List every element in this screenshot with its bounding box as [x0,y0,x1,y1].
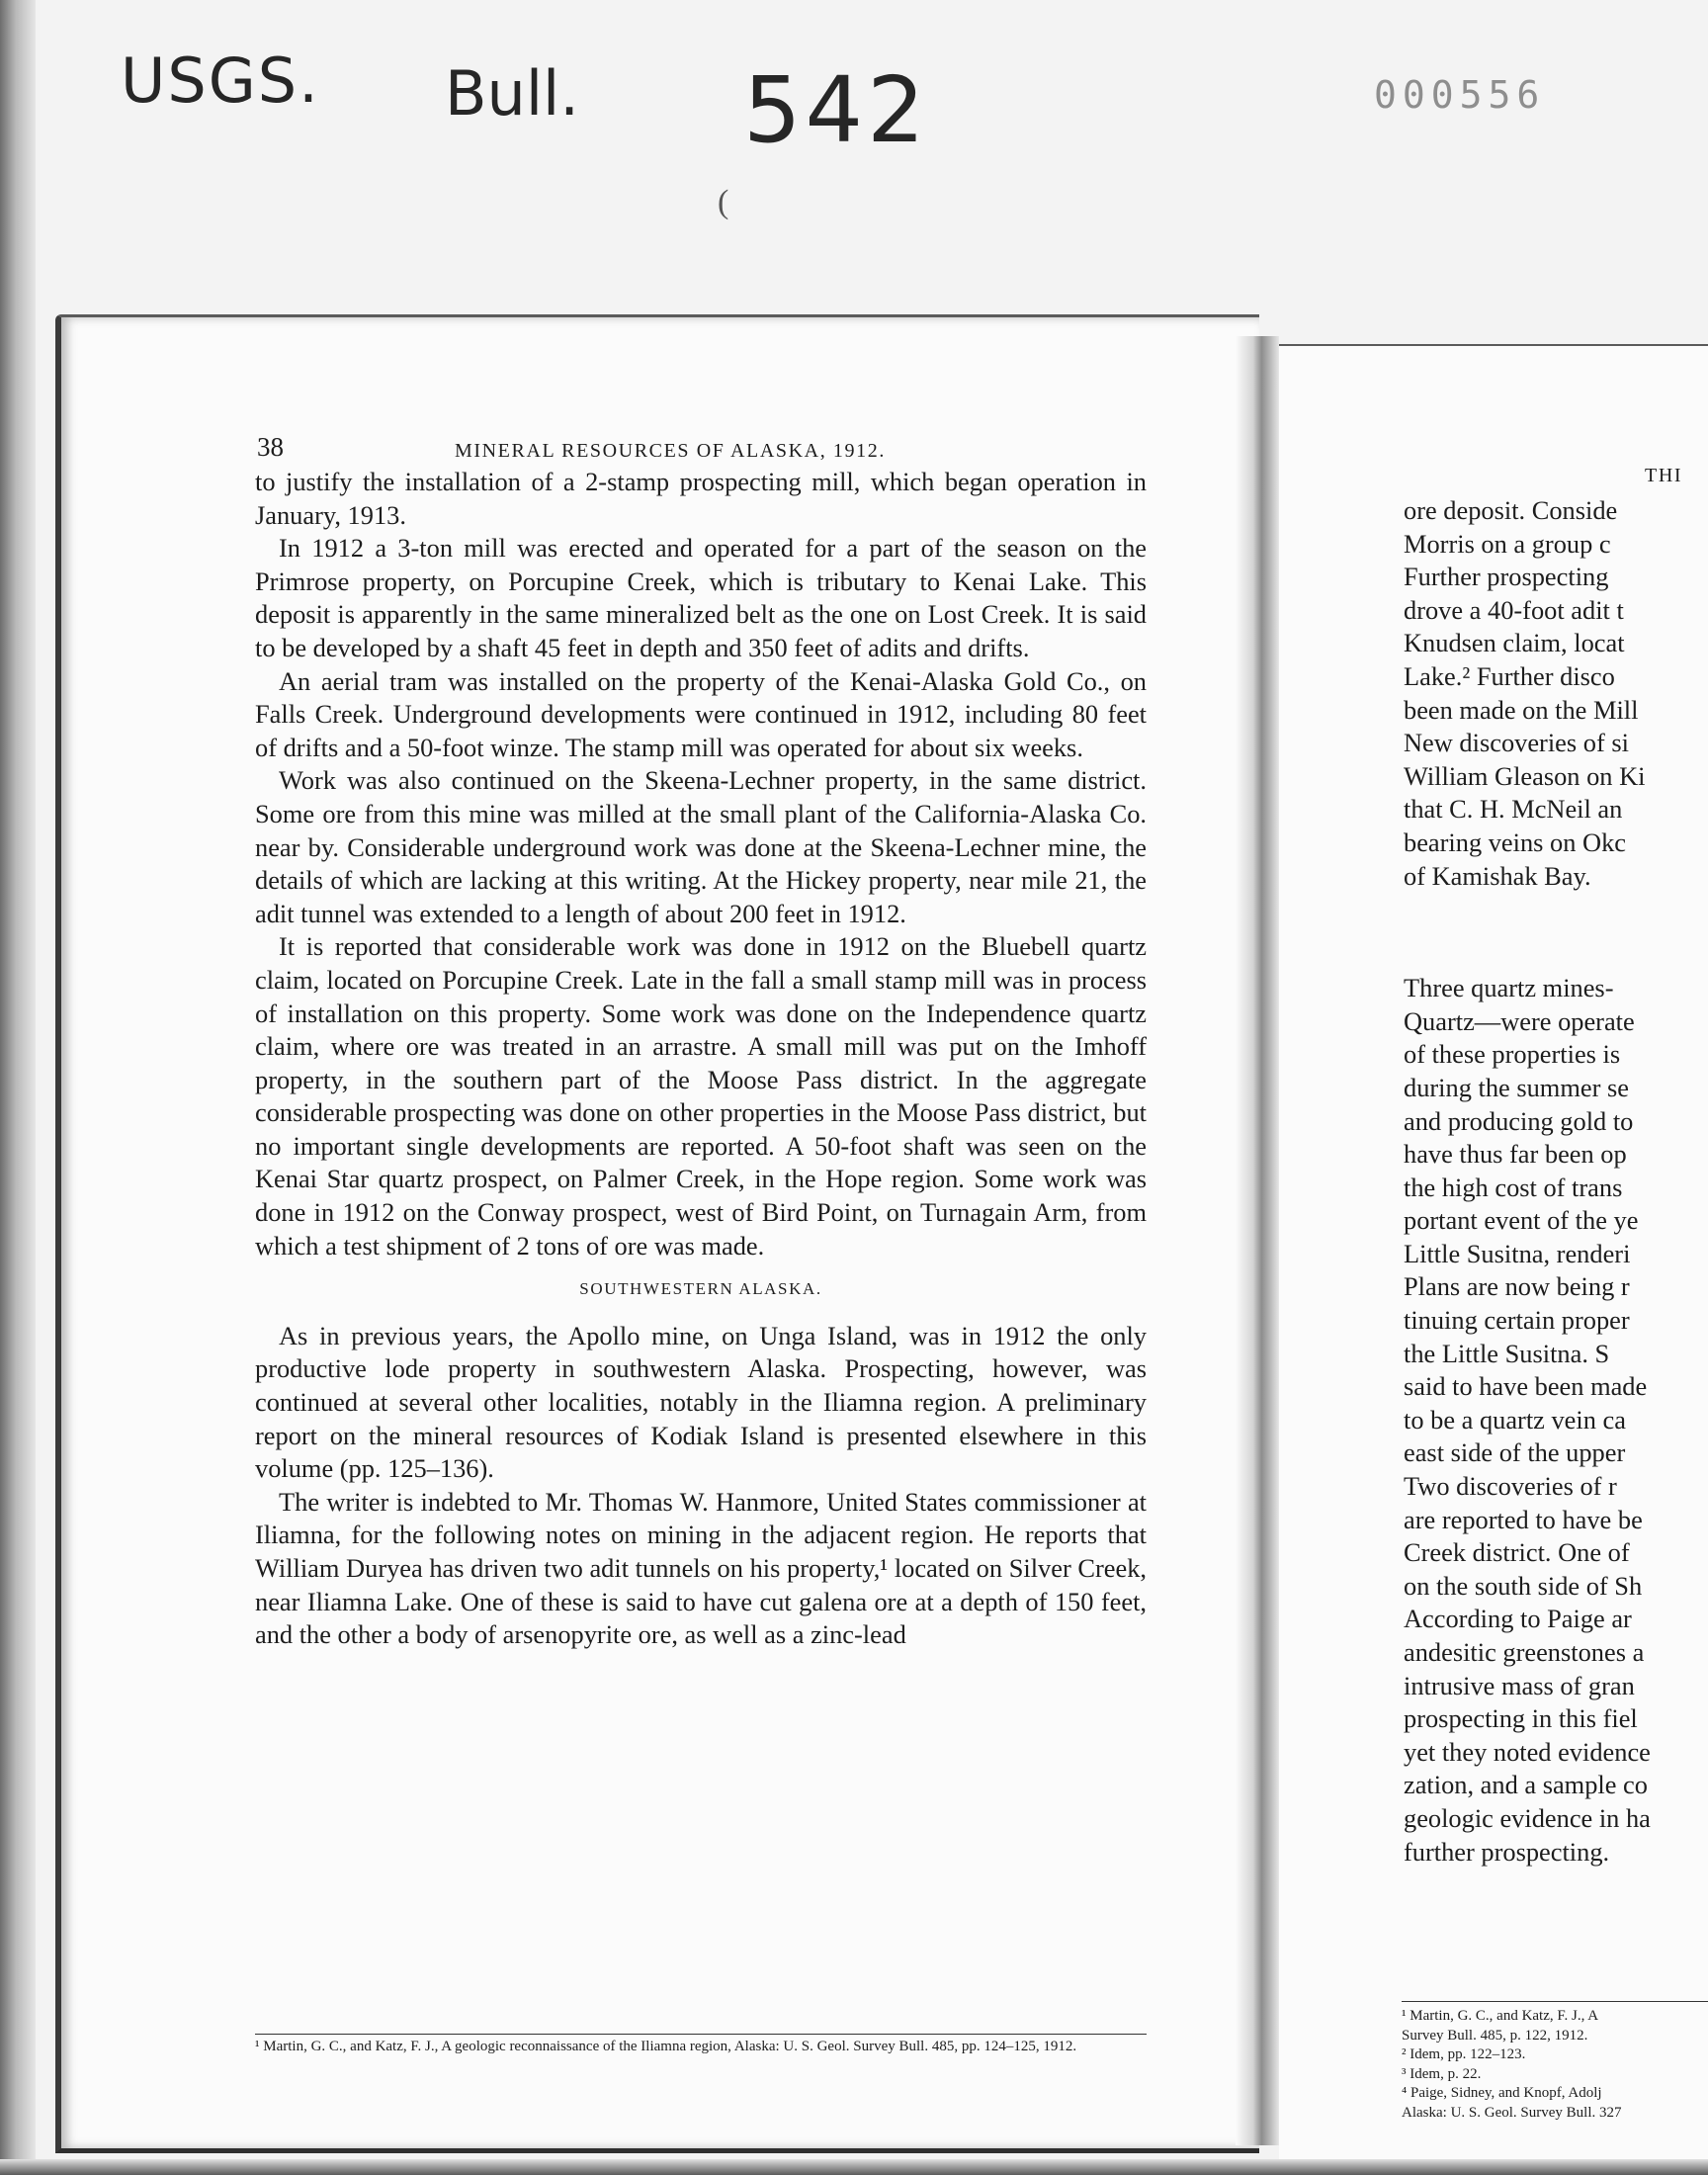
right-body-text [1404,494,1708,1869]
text-line: further prospecting. [1404,1836,1610,1867]
handwritten-number: 542 [743,57,929,163]
footnote-line: Alaska: U. S. Geol. Survey Bull. 327 [1402,2104,1622,2121]
paragraph: As in previous years, the Apollo mine, on Unga Island, was in 1912 the only productive lode property in southwestern Alaska. Prospecting, however, was continued at several other localities, notably in the Iliamna region. A preliminary report on the mineral resources of Kodiak Island is presented elsewhere in this volume (pp. 125–136). [255,1320,1147,1484]
text-line: Further prospecting [1404,562,1609,592]
handwritten-series: Bull. [445,57,579,130]
text-line: that C. H. McNeil an [1404,794,1623,825]
text-line: Three quartz mines- [1404,973,1614,1003]
text-line: Creek district. One of [1404,1537,1630,1568]
footnote-line: ¹ Martin, G. C., and Katz, F. J., A [1402,2008,1599,2024]
text-line: prospecting in this fiel [1404,1703,1638,1734]
right-page [1279,344,1708,2165]
left-body-text [255,466,1147,1652]
text-line: said to have been made [1404,1371,1648,1402]
text-line: Quartz—were operate [1404,1005,1635,1036]
text-line: geologic evidence in ha [1404,1802,1651,1833]
book-gutter [1236,336,1279,2145]
scan-shadow-left [0,0,36,2175]
text-line: andesitic greenstones a [1404,1637,1645,1667]
paragraph: An aerial tram was installed on the property of the Kenai-Alaska Gold Co., on Falls Creek. Underground developments were continued in 1912, including 80 feet of drifts and a 50-foot winze. The stamp mill was operated for about six weeks. [255,665,1147,762]
text-line: William Gleason on Ki [1404,760,1646,791]
text-line: of Kamishak Bay. [1404,860,1591,891]
left-page [55,314,1259,2153]
text-line: drove a 40-foot adit t [1404,594,1624,625]
text-line: have thus far been op [1404,1139,1627,1170]
stamp-number: 000556 [1374,73,1546,117]
footnote-rule [255,2034,1147,2035]
pencil-mark: ( [718,184,729,220]
text-line: the Little Susitna. S [1404,1338,1610,1368]
text-line: to be a quartz vein ca [1404,1404,1626,1435]
running-head-right: THI [1645,465,1683,486]
text-line: been made on the Mill [1404,694,1639,725]
footnote-line: ² Idem, pp. 122–123. [1402,2046,1526,2062]
text-line: are reported to have be [1404,1504,1643,1534]
text-line: of these properties is [1404,1039,1621,1070]
footnote-line: ³ Idem, p. 22. [1402,2065,1482,2082]
paragraph: In 1912 a 3-ton mill was erected and operated for a part of the season on the Primrose property, on Porcupine Creek, which is tributary to Kenai Lake. This deposit is apparently in the same mineralized belt as the one on Lost Creek. It is said to be developed by a shaft 45 feet in depth and 350 feet of adits and drifts. [255,533,1147,662]
text-line: east side of the upper [1404,1437,1626,1468]
text-line: on the south side of Sh [1404,1570,1643,1601]
text-line: and producing gold to [1404,1105,1634,1136]
text-line: New discoveries of si [1404,728,1629,758]
text-line: tinuing certain proper [1404,1305,1630,1336]
text-line: intrusive mass of gran [1404,1670,1635,1700]
paragraph: to justify the installation of a 2-stamp prospecting mill, which began operation in January, 1913. [255,467,1147,530]
text-line: Two discoveries of r [1404,1471,1617,1502]
text-line: zation, and a sample co [1404,1770,1648,1800]
section-heading: SOUTHWESTERN ALASKA. [579,1279,822,1299]
text-line: Knudsen claim, locat [1404,628,1625,658]
footnote-line: Survey Bull. 485, p. 122, 1912. [1402,2027,1588,2044]
text-line: yet they noted evidence [1404,1736,1651,1767]
text-line: According to Paige ar [1404,1604,1632,1634]
text-line: ore deposit. Conside [1404,495,1618,525]
footnote-line: ⁴ Paige, Sidney, and Knopf, Adolj [1402,2085,1602,2101]
footnote-rule [1402,2001,1708,2002]
text-line: bearing veins on Okc [1404,826,1626,857]
text-line: Lake.² Further disco [1404,660,1615,691]
paragraph: The writer is indebted to Mr. Thomas W. Hanmore, United States commissioner at Iliamna, for the following notes on mining in the adjacent region. He reports that William Duryea has driven two adit tunnels on his property,¹ located on Silver Creek, near Iliamna Lake. One of these is said to have cut galena ore at a depth of 150 feet, and the other a body of arsenopyrite ore, as well as a zinc-lead [255,1486,1147,1650]
text-line: Morris on a group c [1404,528,1611,559]
footnotes-right [1402,2007,1708,2123]
page-number: 38 [257,432,284,462]
handwritten-source: USGS. [121,44,320,117]
text-line: during the summer se [1404,1072,1629,1102]
text-line: the high cost of trans [1404,1172,1623,1202]
text-line: portant event of the ye [1404,1205,1639,1236]
paragraph: Work was also continued on the Skeena-Lechner property, in the same district. Some ore from this mine was milled at the small plant of the California-Alaska Co. near by. Considerable underground work was done at the Skeena-Lechner mine, the details of which are lacking at this writing. At the Hickey property, near mile 21, the adit tunnel was extended to a length of about 200 feet in 1912. [255,765,1147,928]
footnote: ¹ Martin, G. C., and Katz, F. J., A geologic reconnaissance of the Iliamna region, Alaska: U. S. Geol. Survey Bull. 485, pp. 124–125, 1912. [255,2039,1077,2054]
scan-shadow-bottom [0,2159,1708,2175]
running-head: MINERAL RESOURCES OF ALASKA, 1912. [455,440,886,462]
text-line: Little Susitna, renderi [1404,1238,1631,1268]
text-line: Plans are now being r [1404,1271,1630,1302]
paragraph: It is reported that considerable work was done in 1912 on the Bluebell quartz claim, located on Porcupine Creek. Late in the fall a small stamp mill was in process of installation on this property. Some work was done on the Independence quartz claim, where ore was treated in an arrastre. A small mill was put on the Imhoff property, in the southern part of the Moose Pass district. In the aggregate considerable prospecting was done on other properties in the Moose Pass district, but no important single developments are reported. A 50-foot shaft was seen on the Kenai Star quartz prospect, on Palmer Creek, in the Hope region. Some work was done in 1912 on the Conway prospect, west of Bird Point, on Turnagain Arm, from which a test shipment of 2 tons of ore was made. [255,931,1147,1261]
